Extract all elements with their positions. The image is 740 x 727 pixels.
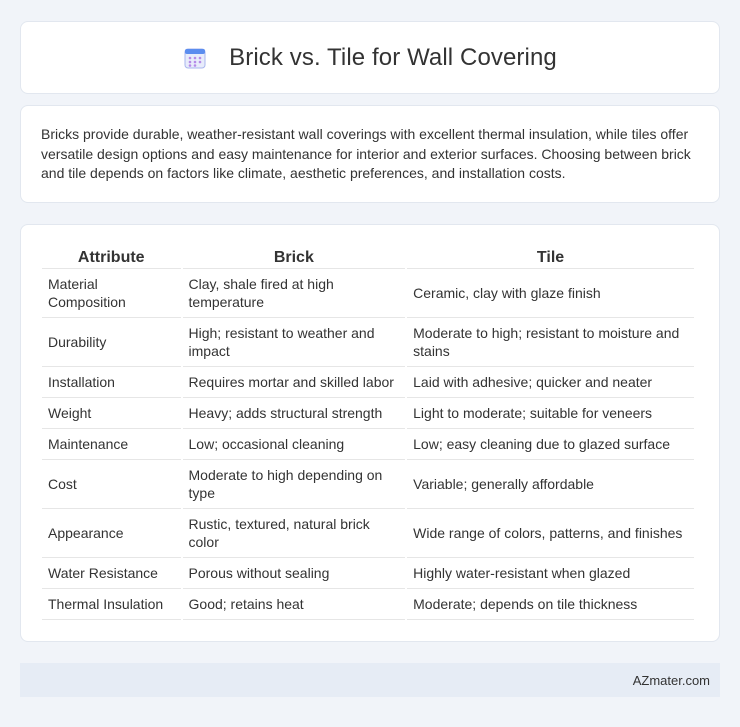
table-cell: Cost (42, 460, 181, 509)
footer-brand: AZmater.com (632, 672, 710, 688)
table-cell: Maintenance (42, 429, 181, 460)
table-cell: Light to moderate; suitable for veneers (407, 398, 694, 429)
calendar-icon (183, 46, 207, 70)
header-card (20, 21, 720, 94)
table-cell: High; resistant to weather and impact (183, 318, 406, 367)
table-cell: Ceramic, clay with glaze finish (407, 269, 694, 318)
table-cell: Durability (42, 318, 181, 367)
column-header-attribute: Attribute (42, 247, 181, 269)
table-cell: Appearance (42, 509, 181, 558)
table-cell: Laid with adhesive; quicker and neater (407, 367, 694, 398)
table-cell: Moderate; depends on tile thickness (407, 589, 694, 620)
page-title: Brick vs. Tile for Wall Covering (229, 43, 557, 71)
comparison-table-card (20, 224, 720, 642)
table-row (42, 589, 694, 620)
table-cell: Weight (42, 398, 181, 429)
footer-bar (20, 663, 720, 697)
intro-text: Bricks provide durable, weather-resistant wall coverings with excellent thermal insulation, while tiles offer versatile design options and easy maintenance for interior and exterior surfaces. Choosing between brick and tile depends on factors like climate, aesthetic preferences, and installation costs. (41, 126, 691, 181)
table-row (42, 398, 694, 429)
comparison-table (40, 247, 696, 620)
table-cell: Low; occasional cleaning (183, 429, 406, 460)
intro-card (20, 105, 720, 203)
table-row (42, 509, 694, 558)
table-cell: Variable; generally affordable (407, 460, 694, 509)
column-header-brick: Brick (183, 247, 406, 269)
table-cell: Thermal Insulation (42, 589, 181, 620)
table-cell: Low; easy cleaning due to glazed surface (407, 429, 694, 460)
table-cell: Clay, shale fired at high temperature (183, 269, 406, 318)
table-cell: Moderate to high depending on type (183, 460, 406, 509)
table-row (42, 318, 694, 367)
table-cell: Moderate to high; resistant to moisture and stains (407, 318, 694, 367)
table-row (42, 269, 694, 318)
table-row (42, 429, 694, 460)
table-header-row (42, 247, 694, 269)
table-cell: Water Resistance (42, 558, 181, 589)
table-cell: Installation (42, 367, 181, 398)
table-row (42, 367, 694, 398)
table-cell: Wide range of colors, patterns, and finishes (407, 509, 694, 558)
table-cell: Requires mortar and skilled labor (183, 367, 406, 398)
table-row (42, 558, 694, 589)
table-cell: Material Composition (42, 269, 181, 318)
column-header-tile: Tile (407, 247, 694, 269)
table-cell: Heavy; adds structural strength (183, 398, 406, 429)
table-cell: Good; retains heat (183, 589, 406, 620)
table-cell: Rustic, textured, natural brick color (183, 509, 406, 558)
table-row (42, 460, 694, 509)
table-cell: Highly water-resistant when glazed (407, 558, 694, 589)
table-cell: Porous without sealing (183, 558, 406, 589)
